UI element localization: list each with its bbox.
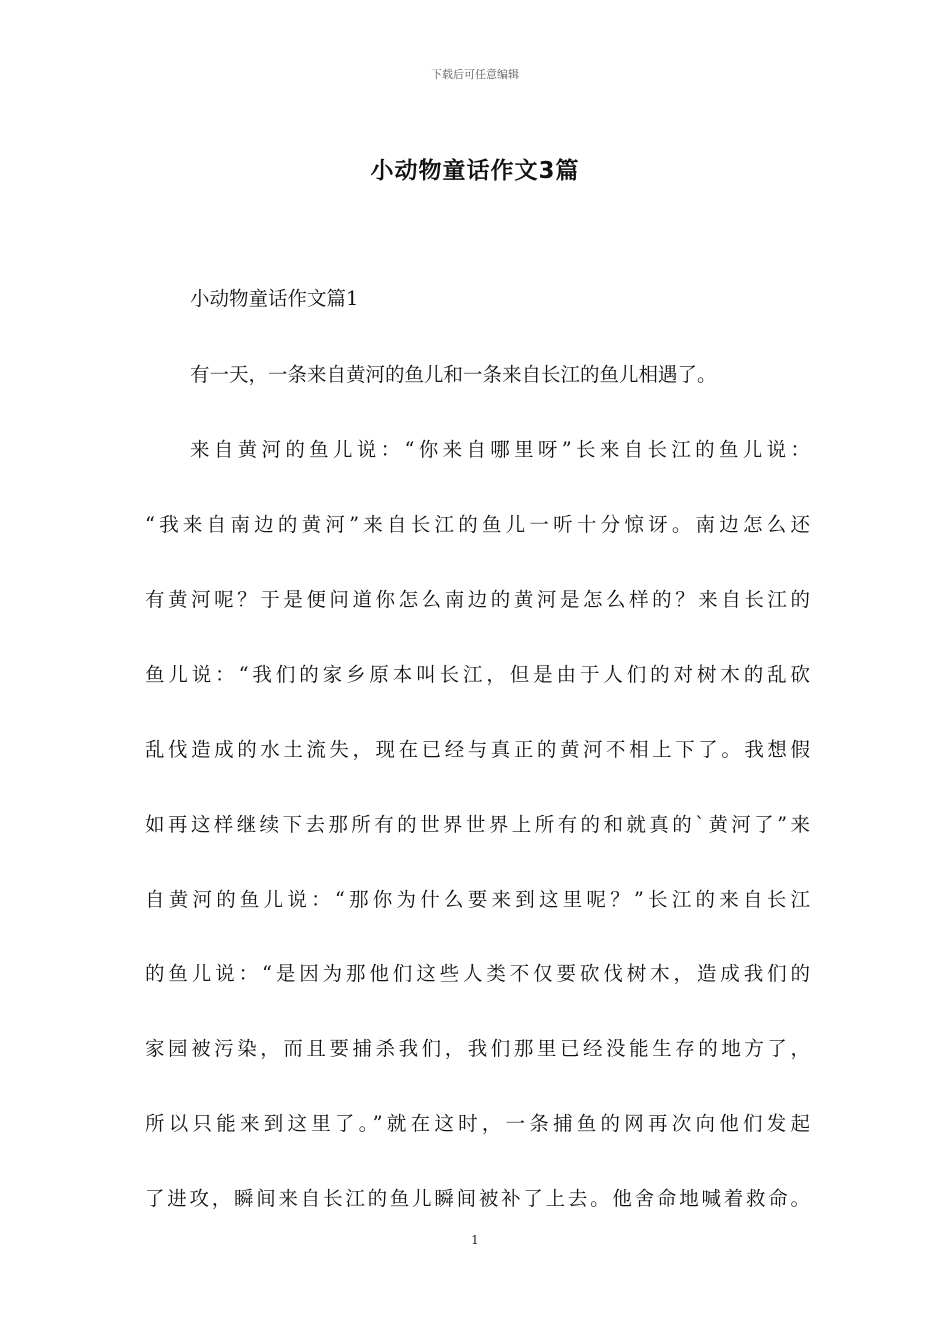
paragraph-line-4: 有黄河呢？于是便问道你怎么南边的黄河是怎么样的？来自长江的 xyxy=(145,588,810,611)
page-title: 小动物童话作文3篇 xyxy=(370,158,580,184)
paragraph-line-7: 如再这样继续下去那所有的世界世界上所有的和就真的`黄河了”来 xyxy=(145,813,810,836)
paragraph-line-6: 乱伐造成的水土流失，现在已经与真正的黄河不相上下了。我想假 xyxy=(145,738,810,761)
paragraph-line-3: “我来自南边的黄河”来自长江的鱼儿一听十分惊讶。南边怎么还 xyxy=(145,513,810,536)
section-heading: 小动物童话作文篇1 xyxy=(190,287,359,310)
header-note: 下载后可任意编辑 xyxy=(431,68,519,81)
paragraph-line-9: 的鱼儿说：“是因为那他们这些人类不仅要砍伐树木，造成我们的 xyxy=(145,962,810,985)
paragraph-line-5: 鱼儿说：“我们的家乡原本叫长江，但是由于人们的对树木的乱砍 xyxy=(145,663,810,686)
paragraph-line-8: 自黄河的鱼儿说：“那你为什么要来到这里呢？”长江的来自长江 xyxy=(145,888,810,911)
paragraph-line-11: 所以只能来到这里了。”就在这时，一条捕鱼的网再次向他们发起 xyxy=(145,1112,810,1135)
paragraph-line-1: 有一天，一条来自黄河的鱼儿和一条来自长江的鱼儿相遇了。 xyxy=(190,363,717,386)
page-number: 1 xyxy=(471,1233,479,1247)
paragraph-line-12: 了进攻，瞬间来自长江的鱼儿瞬间被补了上去。他舍命地喊着救命。 xyxy=(145,1187,810,1210)
paragraph-line-2: 来自黄河的鱼儿说：“你来自哪里呀”长来自长江的鱼儿说： xyxy=(190,438,810,461)
paragraph-line-10: 家园被污染，而且要捕杀我们，我们那里已经没能生存的地方了， xyxy=(145,1037,810,1060)
